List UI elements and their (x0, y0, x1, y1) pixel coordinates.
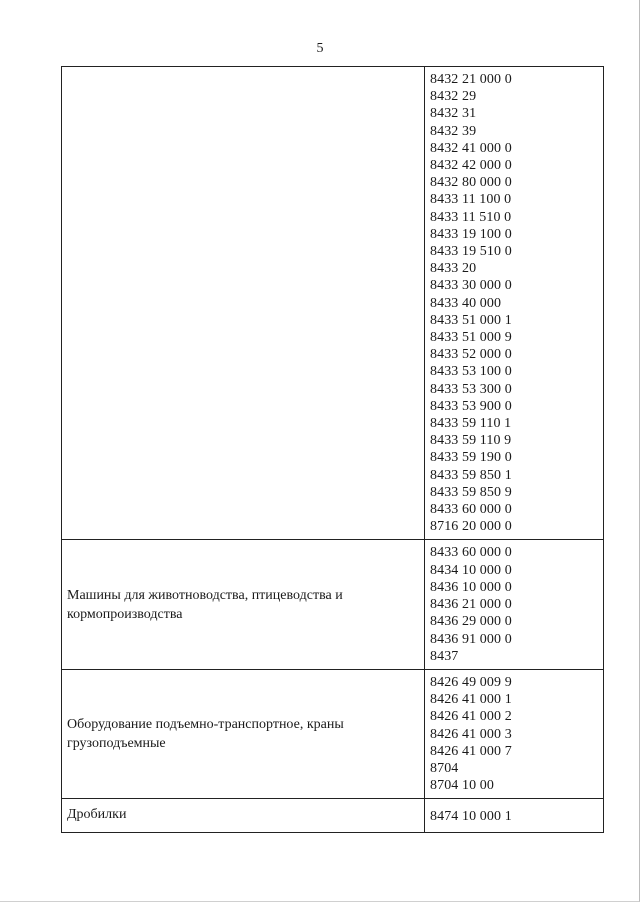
equipment-name: Машины для животноводства, птицеводства и кормопроизводства (67, 587, 343, 622)
tn-ved-code: 8432 41 000 0 (430, 140, 512, 156)
tn-ved-code: 8433 19 100 0 (430, 226, 512, 242)
tn-ved-code: 8704 (430, 760, 459, 776)
page-number: 5 (316, 41, 324, 56)
tn-ved-code: 8433 11 510 0 (430, 209, 512, 225)
tn-ved-code: 8433 19 510 0 (430, 244, 512, 260)
tn-ved-code: 8437 (430, 648, 459, 664)
equipment-name-cell (62, 669, 425, 798)
tn-ved-code: 8436 21 000 0 (430, 597, 512, 613)
tn-ved-codes-cell (425, 669, 604, 798)
tn-ved-code: 8433 20 (430, 261, 477, 277)
tn-ved-code: 8433 59 850 1 (430, 467, 512, 483)
tn-ved-code: 8433 40 000 (430, 295, 502, 311)
tn-ved-code: 8426 41 000 1 (430, 692, 512, 708)
tn-ved-code: 8432 80 000 0 (430, 175, 512, 191)
tn-ved-code: 8426 41 000 2 (430, 709, 512, 725)
tn-ved-code: 8426 41 000 3 (430, 726, 512, 742)
table-row (62, 540, 604, 669)
tn-ved-code: 8433 51 000 1 (430, 312, 512, 328)
tn-ved-code: 8433 11 100 0 (430, 192, 512, 208)
tn-ved-code: 8432 21 000 0 (430, 72, 512, 87)
tn-ved-code: 8426 49 009 9 (430, 674, 512, 690)
tn-ved-code: 8436 29 000 0 (430, 614, 512, 630)
classification-table (61, 66, 604, 833)
equipment-name-cell (62, 67, 425, 540)
tn-ved-code: 8433 59 850 9 (430, 484, 512, 500)
tn-ved-code: 8432 31 (430, 106, 477, 122)
table-row (62, 799, 604, 832)
tn-ved-code: 8436 91 000 0 (430, 631, 512, 647)
tn-ved-code: 8433 60 000 0 (430, 502, 512, 518)
table-row (62, 67, 604, 540)
tn-ved-code: 8433 53 100 0 (430, 364, 512, 380)
table-body (62, 67, 604, 833)
tn-ved-code: 8433 53 900 0 (430, 398, 512, 414)
tn-ved-code: 8474 10 000 1 (430, 809, 512, 825)
tn-ved-code: 8433 59 190 0 (430, 450, 512, 466)
tn-ved-codes-cell (425, 540, 604, 669)
tn-ved-code: 8432 29 (430, 89, 477, 105)
equipment-name: Дробилки (67, 807, 127, 823)
tn-ved-code: 8426 41 000 7 (430, 743, 512, 759)
tn-ved-codes-cell (425, 67, 604, 540)
tn-ved-code: 8434 10 000 0 (430, 562, 512, 578)
tn-ved-code: 8432 42 000 0 (430, 158, 512, 174)
tn-ved-code: 8433 30 000 0 (430, 278, 512, 294)
tn-ved-code: 8436 10 000 0 (430, 579, 512, 595)
tn-ved-codes-cell (425, 799, 604, 832)
tn-ved-code: 8433 53 300 0 (430, 381, 512, 397)
tn-ved-code: 8432 39 (430, 123, 477, 139)
tn-ved-code: 8433 52 000 0 (430, 347, 512, 363)
tn-ved-code: 8716 20 000 0 (430, 519, 512, 535)
equipment-name-cell (62, 799, 425, 832)
tn-ved-code: 8704 10 00 (430, 778, 494, 794)
tn-ved-code: 8433 59 110 9 (430, 433, 512, 449)
equipment-name: Оборудование подъемно-транспортное, краны грузоподъемные (67, 717, 344, 752)
tn-ved-code: 8433 60 000 0 (430, 545, 512, 561)
table-row (62, 669, 604, 798)
tn-ved-code: 8433 51 000 9 (430, 330, 512, 346)
tn-ved-code: 8433 59 110 1 (430, 416, 512, 432)
equipment-name-cell (62, 540, 425, 669)
